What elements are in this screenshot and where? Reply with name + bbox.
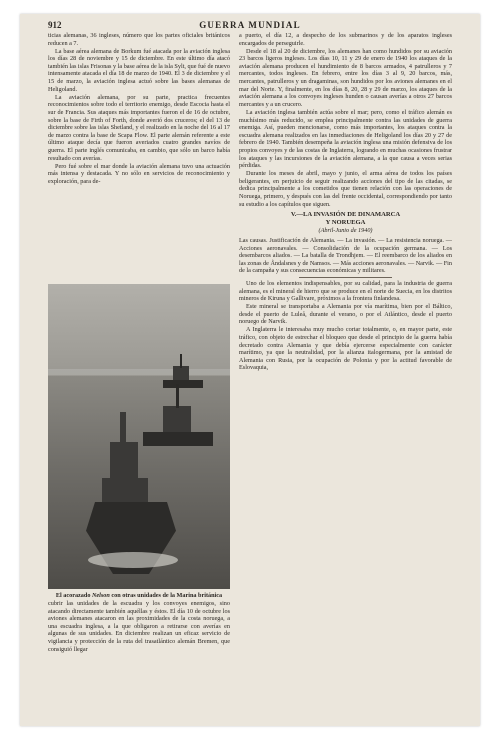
paragraph: La base aérea alemana de Borkum fué atacada por la aviación inglesa los días 28 de noviembre y 15 de diciembre. En este último día atacó también las islas Frisonas y la base aérea de la isla Sylt, que fué de nuevo intensamente atacada el día 18 de marzo de 1940. El 3 de diciembre y el 15 de marzo, la aviación inglesa actuó sobre las bases alemanas de Heligoland. xyxy=(48,47,230,93)
section-dates: (Abril-Junio de 1940) xyxy=(318,227,373,235)
caption-prefix: El acorazado xyxy=(55,592,91,599)
paragraph: La aviación inglesa también actúa sobre el mar; pero, como el tráfico alemán es muchísimo más reducido, se emplea principalmente contra las unidades de guerra enemiga. Así, pueden mencionarse, como más importantes, los ataques contra la escuadra alemana realizados en las inmediaciones de Heligoland los días 20 y 27 de febrero de 1940. También desempeña la aviación inglesa una misión defensiva de los propios convoyes y de las costas de Inglaterra, logrando en muchas ocasiones frustrar los ataques y las incursiones de la aviación alemana, a la que causa a veces serias pérdidas. xyxy=(239,108,452,170)
paragraph: Pero fué sobre el mar donde la aviación alemana tuvo una actuación más intensa y destacada. Y no sólo en servicios de reconocimiento y exploración, para de- xyxy=(48,162,230,185)
left-column-top xyxy=(48,32,230,186)
paragraph: ticias alemanas, 36 ingleses, número que los partes oficiales británicos reducen a 7. xyxy=(48,32,230,47)
section-heading-line2: Y NORUEGA xyxy=(325,218,366,226)
running-title: GUERRA MUNDIAL xyxy=(199,20,301,30)
paragraph: cubrir las unidades de la escuadra y los convoyes enemigos, sino atacando directamente también aquéllas y éstos. El día 10 de octubre los aviones alemanes atacaron en las proximidades de la costa noruega, a una escuadra inglesa, a la que obligaron a retirarse con averías en algunas de sus unidades. En diciembre realizan un eficaz servicio de vigilancia y protección de la ruta del trasatlántico alemán Bremen, que consiguió llegar xyxy=(48,600,230,653)
caption-suffix: con otras unidades de la Marina británica xyxy=(111,592,223,599)
paragraph: Este mineral se transportaba a Alemania por vía marítima, bien por el Báltico, desde el puerto de Luleå, durante el verano, o por el Atlántico, desde el puerto noruego de Narvik. xyxy=(239,303,452,326)
photo-caption xyxy=(48,592,230,599)
figure xyxy=(48,284,230,599)
bow-wake xyxy=(88,552,178,568)
document-page xyxy=(20,14,480,726)
section-heading-line1: V.—LA INVASIÓN DE DINAMARCA xyxy=(290,211,401,219)
caption-ship-name: Nelson xyxy=(91,592,110,599)
right-column xyxy=(239,32,452,373)
left-column-bottom xyxy=(48,600,230,654)
paragraph: A Inglaterra le interesaba muy mucho cortar totalmente, o, en mayor parte, este tráfico, con objeto de estrechar el bloqueo que desde el principio de la guerra había decretado contra Alemania y que debía ejercerse especialmente con carácter marítimo, ya que la neutralidad, por la alianza italogermana, por la amistad de Alemania con Rusia, por la ocupación de Polonia y por la actitud favorable de Eslovaquia, xyxy=(239,326,452,372)
section-summary: Las causas. Justificación de Alemania. — La invasión. — La resistencia noruega. — Acciones aeronavales. — Consolidación de la ocupación germana. — Los desembarcos aliados. — La batalla de Trondhjem. — El reembarco de los aliados en las zonas de Åndalsnes y de Namsos. — Más acciones aeronavales. — Narvik. — Fin de la campaña y sus consecuencias económicas y militares. xyxy=(239,236,452,275)
paragraph: a puerto, el día 12, a despecho de los submarinos y de los aparatos ingleses encargados de perseguirle. xyxy=(239,32,452,47)
page-number: 912 xyxy=(48,20,62,30)
paragraph: La aviación alemana, por su parte, practica frecuentes reconocimientos sobre todo el territorio enemigo, desde Escocia hasta el sur de Francia. Sus ataques más importantes fueron el de 16 de octubre, sobre la base de Firth of Forth, donde averió dos cruceros; el del 13 de diciembre sobre las islas Shetland, y el realizado en la noche del 16 al 17 de marzo contra la base de Scapa Flow. El parte alemán referente a este último ataque decía que fueron averiados cuatro grandes navíos de guerra. El parte inglés comunicaba, en cambio, que sólo un barco había resultado con averías. xyxy=(48,93,230,162)
battleship-photo xyxy=(48,284,230,589)
paragraph: Desde el 18 al 20 de diciembre, los alemanes han como hundidos por su aviación 23 barcos ligeros ingleses. Los días 10, 11 y 29 de enero de 1940 los ataques de la aviación alemana producen el hundimiento de 8 barcos armados, 4 patrulleros y 7 mercantes, todos ingleses. En febrero, entre los días 3 al 9, 20 barcos, más, mercantes, patrulleros y un dragaminas, son hundidos por los aviones alemanes en el mar del Norte. Y, finalmente, en los días 8, 20, 28 y 29 de marzo, los ataques de la aviación alemana a los convoyes ingleses hunden o causan averías a otros 27 barcos mercantes y a un crucero. xyxy=(239,47,452,108)
section-divider xyxy=(299,277,392,278)
page-header xyxy=(20,18,480,32)
paragraph: Uno de los elementos indispensables, por su calidad, para la industria de guerra alemana, es el mineral de hierro que se produce en el norte de Suecia, en los distritos mineros de Kiruna y Gallivare, próximos a la frontera finlandesa. xyxy=(239,279,452,303)
section-heading xyxy=(239,211,452,226)
paragraph: Durante los meses de abril, mayo y junio, el arma aérea de todos los países beligerantes, en perjuicio de seguir realizando acciones del tipo de las citadas, se dedica principalmente a los cometidos que tienen relación con las operaciones de Noruega, primero, y después con las del frente occidental, correspondiendo por tanto su estudio a los capítulos que siguen. xyxy=(239,170,452,208)
